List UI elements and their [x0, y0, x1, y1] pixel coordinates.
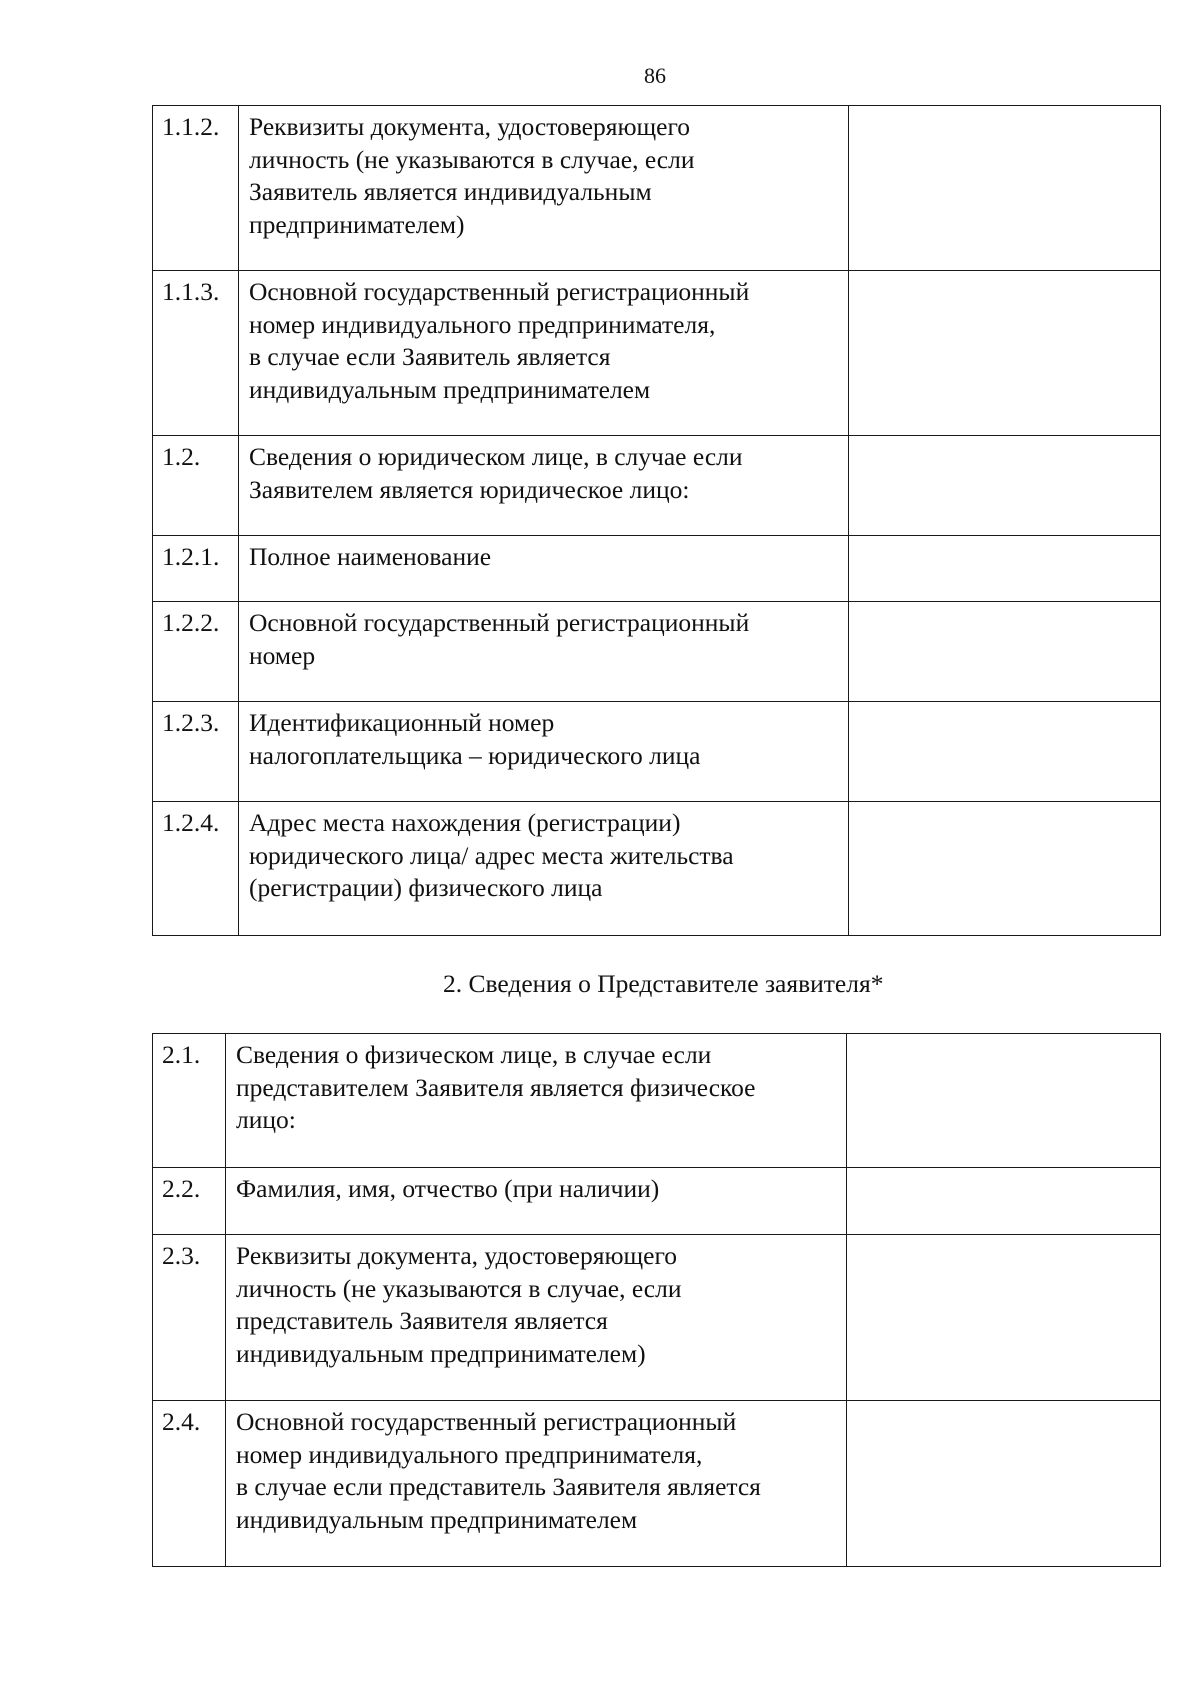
- row-description-line: (регистрации) физического лица: [249, 873, 603, 902]
- row-number: 1.2.3.: [153, 702, 239, 802]
- table-row: [153, 271, 1161, 436]
- row-description: [226, 1034, 847, 1168]
- row-description: [226, 1401, 847, 1567]
- row-value-cell[interactable]: [847, 1168, 1161, 1235]
- row-description-line: юридического лица/ адрес места жительства: [249, 840, 734, 870]
- applicant-details-table: [152, 105, 1161, 936]
- row-description: [239, 271, 849, 436]
- row-description-line: личность (не указываются в случае, если: [236, 1273, 682, 1303]
- row-description-line: Фамилия, имя, отчество (при наличии): [236, 1174, 660, 1203]
- table-row: [153, 702, 1161, 802]
- row-description-line: личность (не указываются в случае, если: [249, 144, 695, 174]
- row-description-line: Основной государственный регистрационный: [249, 608, 750, 637]
- row-number: 2.1.: [153, 1034, 226, 1168]
- row-description: [239, 802, 849, 936]
- row-number: 1.1.2.: [153, 106, 239, 271]
- row-description: [239, 536, 849, 602]
- row-value-cell[interactable]: [849, 802, 1161, 936]
- row-description-line: предпринимателем): [249, 209, 465, 239]
- row-number: 2.2.: [153, 1168, 226, 1235]
- row-description-line: Адрес места нахождения (регистрации): [249, 808, 681, 837]
- row-description: [226, 1235, 847, 1401]
- table-row: [153, 436, 1161, 536]
- page-number: 86: [644, 63, 666, 88]
- row-number: 2.4.: [153, 1401, 226, 1567]
- table-row: [153, 802, 1161, 936]
- row-value-cell[interactable]: [847, 1034, 1161, 1168]
- row-description-line: индивидуальным предпринимателем: [236, 1504, 638, 1534]
- table-row: [153, 1401, 1161, 1567]
- row-value-cell[interactable]: [849, 536, 1161, 602]
- row-value-cell[interactable]: [849, 602, 1161, 702]
- row-description: [239, 702, 849, 802]
- row-number: 2.3.: [153, 1235, 226, 1401]
- row-number: 1.2.2.: [153, 602, 239, 702]
- row-description-line: лицо:: [236, 1105, 296, 1134]
- row-description: [226, 1168, 847, 1235]
- table-row: [153, 602, 1161, 702]
- row-description: [239, 436, 849, 536]
- row-description-line: Сведения о физическом лице, в случае если: [236, 1040, 712, 1069]
- row-description-line: представителем Заявителя является физическое: [236, 1072, 756, 1102]
- row-description-line: в случае если представитель Заявителя является: [236, 1472, 761, 1501]
- row-number: 1.2.: [153, 436, 239, 536]
- row-value-cell[interactable]: [849, 436, 1161, 536]
- row-value-cell[interactable]: [849, 271, 1161, 436]
- row-number: 1.2.4.: [153, 802, 239, 936]
- row-number: 1.1.3.: [153, 271, 239, 436]
- row-description: [239, 106, 849, 271]
- row-description-line: в случае если Заявитель является: [249, 342, 611, 371]
- section-heading: 2. Сведения о Представителе заявителя*: [443, 969, 884, 998]
- row-description-line: Заявитель является индивидуальным: [249, 177, 652, 206]
- row-description-line: Реквизиты документа, удостоверяющего: [236, 1241, 678, 1270]
- row-value-cell[interactable]: [849, 702, 1161, 802]
- row-description-line: налогоплательщика – юридического лица: [249, 740, 701, 770]
- table-row: [153, 536, 1161, 602]
- row-description: [239, 602, 849, 702]
- row-description-line: номер индивидуального предпринимателя,: [236, 1439, 703, 1469]
- row-value-cell[interactable]: [847, 1401, 1161, 1567]
- table-row: [153, 1168, 1161, 1235]
- row-number: 1.2.1.: [153, 536, 239, 602]
- row-description-line: номер индивидуального предпринимателя,: [249, 309, 716, 339]
- row-description-line: Полное наименование: [249, 542, 492, 571]
- row-description-line: индивидуальным предпринимателем): [236, 1338, 646, 1368]
- row-description-line: Основной государственный регистрационный: [236, 1407, 737, 1436]
- row-description-line: Сведения о юридическом лице, в случае если: [249, 442, 743, 471]
- table-row: [153, 106, 1161, 271]
- row-description-line: Заявителем является юридическое лицо:: [249, 474, 690, 504]
- row-description-line: представитель Заявителя является: [236, 1306, 608, 1335]
- row-value-cell[interactable]: [847, 1235, 1161, 1401]
- row-description-line: Основной государственный регистрационный: [249, 277, 750, 306]
- row-description-line: Реквизиты документа, удостоверяющего: [249, 112, 691, 141]
- row-value-cell[interactable]: [849, 106, 1161, 271]
- row-description-line: Идентификационный номер: [249, 708, 555, 737]
- row-description-line: индивидуальным предпринимателем: [249, 374, 651, 404]
- row-description-line: номер: [249, 640, 316, 670]
- table-row: [153, 1235, 1161, 1401]
- table-row: [153, 1034, 1161, 1168]
- representative-details-table: [152, 1033, 1161, 1567]
